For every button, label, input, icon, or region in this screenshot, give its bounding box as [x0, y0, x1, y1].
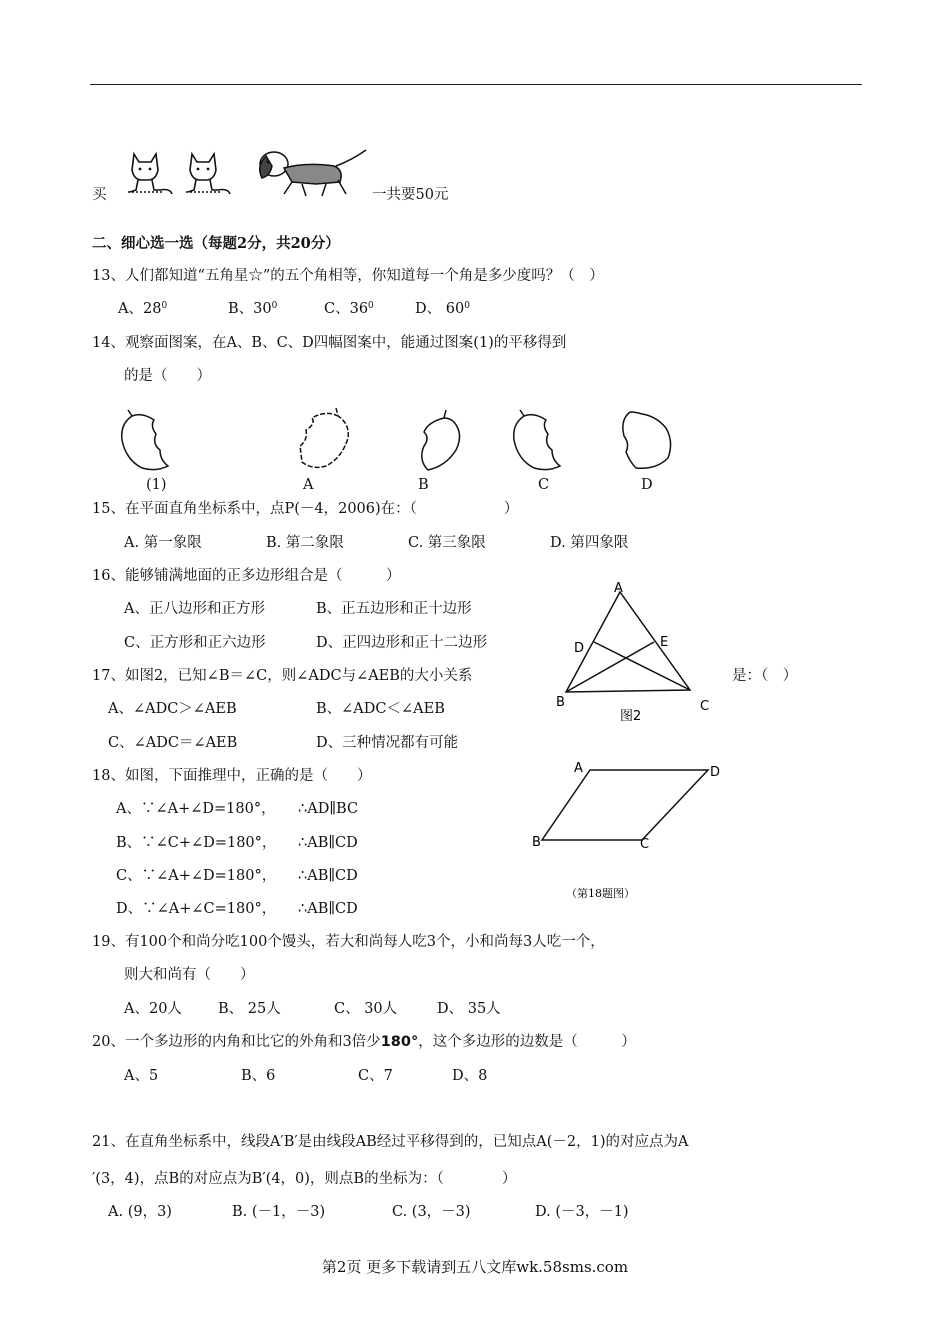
- cat-picture-1: [126, 150, 176, 196]
- fig2-caption: 图2: [620, 709, 642, 724]
- q17-option-c: C、∠ADC＝∠AEB: [108, 735, 238, 751]
- header-rule: [90, 84, 862, 85]
- q18-option-d-concl: ∴AB∥CD: [298, 901, 358, 917]
- buy-suffix: 一共要50元: [372, 187, 449, 203]
- q18-option-b-concl: ∴AB∥CD: [298, 835, 358, 851]
- q15-option-b: B. 第二象限: [266, 535, 344, 551]
- q16-option-b: B、正五边形和正十边形: [316, 601, 472, 617]
- q13-option-c: C、$36^0$: [324, 301, 374, 317]
- q18-option-a-concl: ∴AD∥BC: [298, 801, 359, 817]
- q17-stem-tail: 是：（ ）: [732, 668, 798, 684]
- q17-option-b: B、∠ADC＜∠AEB: [316, 701, 445, 717]
- parallelogram-abcd: [542, 770, 708, 840]
- q18-option-b-cond: B、∵∠C+∠D=180°，: [116, 835, 277, 851]
- q16-stem: 16、能够铺满地面的正多边形组合是（ ）: [92, 568, 401, 584]
- leaf-figure-d: [616, 408, 676, 474]
- q15-option-d: D. 第四象限: [550, 535, 629, 551]
- q21-option-d: D. (－3，－1): [535, 1204, 629, 1220]
- q18-option-c-concl: ∴AB∥CD: [298, 868, 358, 884]
- q18-stem: 18、如图，下面推理中，正确的是（ ）: [92, 768, 372, 784]
- q19-option-a: A、20人: [124, 1001, 182, 1017]
- q14-label-a: A: [303, 477, 314, 493]
- q21-option-c: C. (3，－3): [392, 1204, 471, 1220]
- q14-label-d: D: [641, 477, 653, 493]
- q19-option-c: C、 30人: [334, 1001, 398, 1017]
- fig2-label-c: C: [700, 699, 710, 714]
- fig18-label-a: A: [574, 761, 583, 776]
- leaf-figure-b: [410, 408, 466, 474]
- q17-stem: 17、如图2，已知∠B＝∠C，则∠ADC与∠AEB的大小关系: [92, 668, 473, 684]
- q19-option-d: D、 35人: [437, 1001, 501, 1017]
- leaf-figure-c: [508, 408, 568, 474]
- leaf-figure-a: [296, 406, 356, 472]
- q21-option-a: A. (9，3): [108, 1204, 172, 1220]
- q20-stem: 20、一个多边形的内角和比它的外角和3倍少180°，这个多边形的边数是（ ）: [92, 1034, 636, 1050]
- q16-option-a: A、正八边形和正方形: [124, 601, 265, 617]
- page-footer: 第2页 更多下载请到五八文库wk.58sms.com: [321, 1258, 629, 1276]
- q17-option-d: D、三种情况都有可能: [316, 735, 459, 751]
- fig18-caption: （第18题图）: [566, 887, 635, 900]
- q13-option-a: A、$28^0$: [118, 301, 168, 317]
- q14-stem-line1: 14、观察面图案，在A、B、C、D四幅图案中，能通过图案(1)的平移得到: [92, 335, 567, 351]
- cat-picture-2: [184, 150, 234, 196]
- section2-title: 二、细心选一选（每题2分，共20分）: [92, 235, 340, 252]
- fig18-label-b: B: [532, 835, 541, 850]
- q15-option-c: C. 第三象限: [408, 535, 486, 551]
- buy-prefix: 买: [92, 187, 107, 203]
- leaf-figure-1: [116, 408, 176, 474]
- fig18-label-d: D: [710, 765, 721, 780]
- q14-label-b: B: [418, 477, 429, 493]
- q13-option-d: D、 $60^0$: [415, 301, 470, 317]
- q16-option-c: C、正方形和正六边形: [124, 635, 266, 651]
- q19-option-b: B、 25人: [218, 1001, 281, 1017]
- q21-stem-line2: ′(3，4)，点B的对应点为B′(4，0)，则点B的坐标为：（ ）: [92, 1171, 517, 1187]
- q14-label-1: (1): [146, 477, 167, 493]
- fig2-label-a: A: [614, 581, 623, 596]
- q13-option-b: B、$30^0$: [228, 301, 278, 317]
- q19-stem-line1: 19、有100个和尚分吃100个馒头，若大和尚每人吃3个，小和尚每3人吃一个，: [92, 934, 605, 950]
- q20-option-d: D、8: [452, 1068, 488, 1084]
- q15-option-a: A. 第一象限: [124, 535, 202, 551]
- q20-option-a: A、5: [124, 1068, 159, 1084]
- q15-stem: 15、在平面直角坐标系中，点P(－4，2006)在：（ ）: [92, 501, 519, 517]
- fig2-label-d: D: [574, 641, 585, 656]
- q18-option-c-cond: C、∵∠A+∠D=180°，: [116, 868, 277, 884]
- figure-18-parallelogram: [530, 756, 730, 906]
- q16-option-d: D、正四边形和正十二边形: [316, 635, 488, 651]
- q21-option-b: B. (－1，－3): [232, 1204, 326, 1220]
- q20-option-c: C、7: [358, 1068, 393, 1084]
- q14-stem-line2: 的是（ ）: [124, 368, 211, 384]
- fig2-label-b: B: [556, 695, 565, 710]
- fig18-label-c: C: [640, 837, 650, 852]
- figure-2-triangle: [550, 580, 720, 730]
- dog-picture: [256, 146, 370, 198]
- q18-option-d-cond: D、∵∠A+∠C=180°，: [116, 901, 277, 917]
- q13-stem: 13、人们都知道“五角星☆”的五个角相等，你知道每一个角是多少度吗？（ ）: [92, 268, 604, 284]
- q21-stem-line1: 21、在直角坐标系中，线段A′B′是由线段AB经过平移得到的，已知点A(－2，1)的对应点为A: [92, 1134, 689, 1150]
- q19-stem-line2: 则大和尚有（ ）: [124, 967, 255, 983]
- triangle-abc: [566, 592, 690, 692]
- q14-label-c: C: [538, 477, 550, 493]
- q18-option-a-cond: A、∵∠A+∠D=180°，: [116, 801, 276, 817]
- q17-option-a: A、∠ADC＞∠AEB: [108, 701, 237, 717]
- fig2-label-e: E: [660, 635, 669, 650]
- q20-option-b: B、6: [241, 1068, 276, 1084]
